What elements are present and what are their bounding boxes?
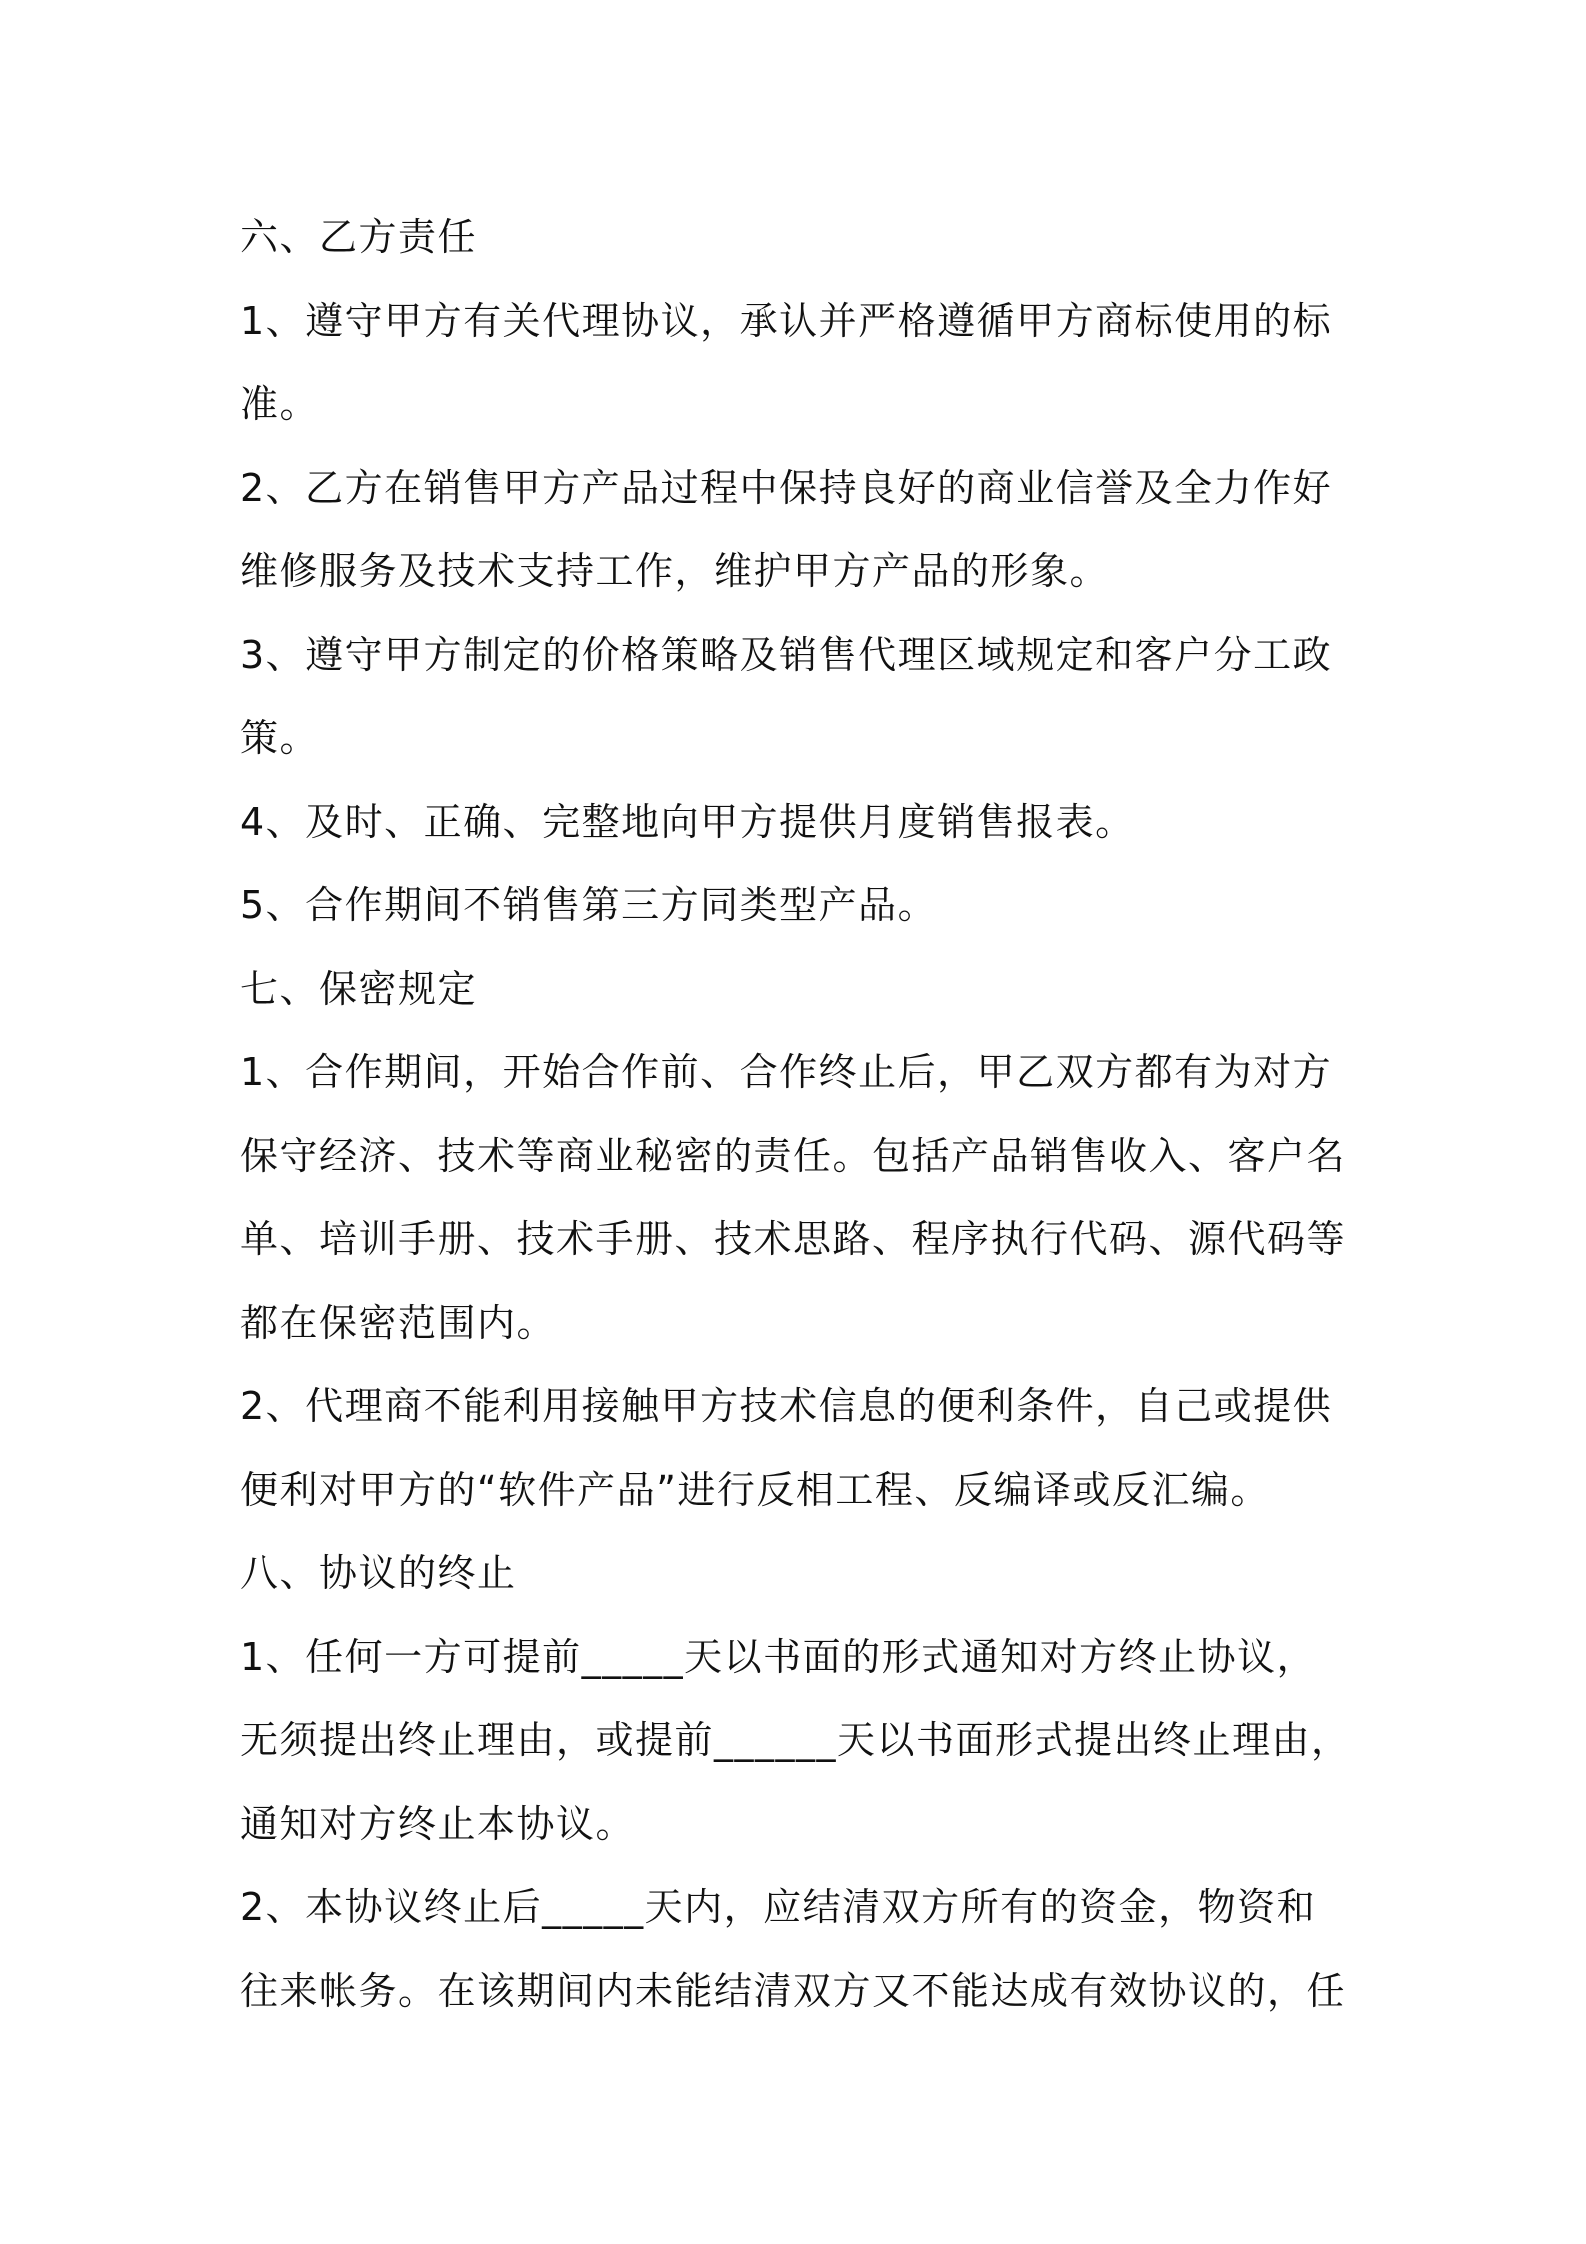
- text-line: 3、遵守甲方制定的价格策略及销售代理区域规定和客户分工政: [240, 632, 1333, 677]
- text-line: 2、本协议终止后_____天内，应结清双方所有的资金，物资和: [240, 1885, 1317, 1929]
- text-line: 1、任何一方可提前_____天以书面的形式通知对方终止协议，: [240, 1634, 1317, 1679]
- text-line: 便利对甲方的“软件产品”进行反相工程、反编译或反汇编。: [240, 1467, 1270, 1512]
- text-line: 5、合作期间不销售第三方同类型产品。: [240, 883, 938, 927]
- text-line: 2、乙方在销售甲方产品过程中保持良好的商业信誉及全力作好: [240, 465, 1333, 510]
- text-line: 往来帐务。在该期间内未能结清双方又不能达成有效协议的，任: [240, 1968, 1347, 2013]
- text-line: 维修服务及技术支持工作，维护甲方产品的形象。: [240, 549, 1110, 593]
- text-line: 策。: [240, 716, 320, 760]
- section-heading-6: 六、乙方责任: [240, 215, 478, 259]
- text-line: 2、代理商不能利用接触甲方技术信息的便利条件，自己或提供: [240, 1384, 1333, 1428]
- section-heading-8: 八、协议的终止: [240, 1551, 517, 1595]
- text-line: 1、合作期间，开始合作前、合作终止后，甲乙双方都有为对方: [240, 1050, 1333, 1094]
- text-line: 1、遵守甲方有关代理协议，承认并严格遵循甲方商标使用的标: [240, 298, 1333, 343]
- text-line: 准。: [240, 382, 320, 426]
- text-line: 4、及时、正确、完整地向甲方提供月度销售报表。: [240, 799, 1135, 844]
- text-line: 保守经济、技术等商业秘密的责任。包括产品销售收入、客户名: [240, 1133, 1347, 1178]
- document-body: [240, 196, 1360, 2033]
- text-line: 通知对方终止本协议。: [240, 1801, 636, 1846]
- section-heading-7: 七、保密规定: [240, 966, 478, 1011]
- text-line: 无须提出终止理由，或提前______天以书面形式提出终止理由，: [240, 1718, 1351, 1762]
- text-line: 单、培训手册、技术手册、技术思路、程序执行代码、源代码等: [240, 1217, 1347, 1261]
- text-line: 都在保密范围内。: [240, 1300, 557, 1345]
